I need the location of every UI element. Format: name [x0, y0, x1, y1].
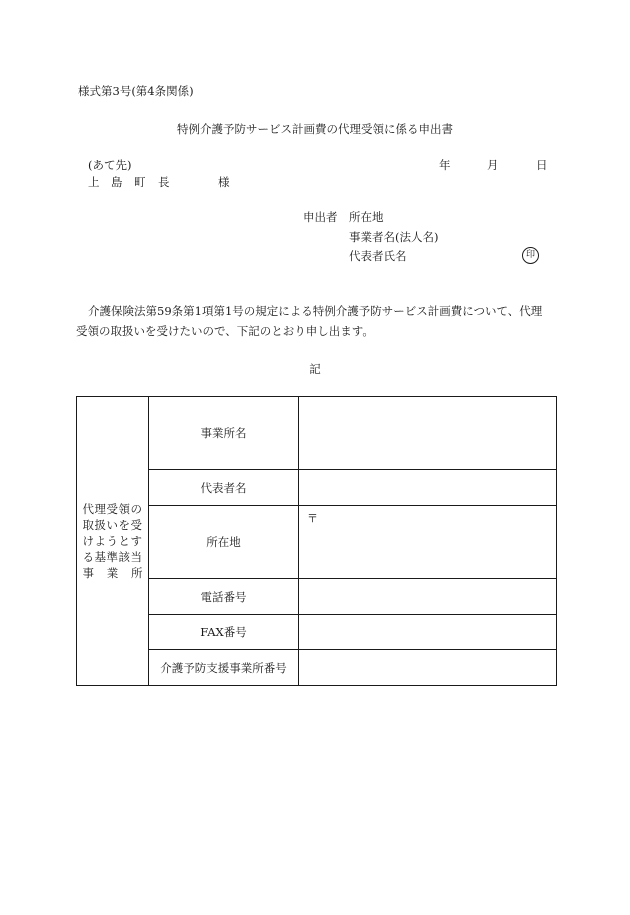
category-line: る基準該当 — [82, 550, 143, 564]
table-row — [77, 470, 557, 506]
table-row — [77, 579, 557, 615]
table-row — [77, 615, 557, 650]
body-text-line: 受領の取扱いを受けたいので、下記のとおり申し出ます。 — [76, 324, 374, 338]
row-label: 事業所名 — [149, 397, 299, 470]
row-label: 介護予防支援事業所番号 — [149, 650, 299, 686]
category-char: 業 — [106, 566, 119, 580]
row-label: 代表者名 — [149, 470, 299, 506]
document-title: 特例介護予防サービス計画費の代理受領に係る申出書 — [177, 122, 453, 136]
category-line: 取扱いを受 — [82, 518, 143, 532]
date-month-label: 月 — [487, 158, 499, 172]
category-line: けようとす — [82, 534, 143, 548]
table-row — [77, 650, 557, 686]
form-number: 様式第3号(第4条関係) — [78, 84, 194, 98]
postal-mark: 〒 — [307, 512, 318, 525]
addressee-char: 町 — [134, 175, 146, 189]
address-field[interactable] — [299, 506, 557, 579]
category-line — [83, 565, 143, 581]
table-row — [77, 506, 557, 579]
date-day-label: 日 — [536, 158, 548, 172]
applicant-representative-label: 代表者氏名 — [349, 249, 407, 263]
category-char: 所 — [131, 566, 143, 580]
category-cell — [77, 397, 149, 686]
body-text-line: 介護保険法第59条第1項第1号の規定による特例介護予防サービス計画費について、代理 — [88, 304, 543, 318]
office-name-field[interactable] — [299, 397, 557, 470]
category-line: 代理受領の — [82, 502, 143, 516]
fax-field[interactable] — [299, 615, 557, 650]
addressee-char: 島 — [111, 175, 123, 189]
row-label: 電話番号 — [149, 579, 299, 615]
date-year-label: 年 — [439, 158, 451, 172]
details-table — [76, 396, 557, 686]
row-label: 所在地 — [149, 506, 299, 579]
applicant-company-label: 事業者名(法人名) — [349, 230, 439, 244]
phone-field[interactable] — [299, 579, 557, 615]
addressee-label: (あて先) — [88, 158, 132, 172]
row-label: FAX番号 — [149, 615, 299, 650]
applicant-title: 申出者 — [303, 210, 338, 224]
table-row — [77, 397, 557, 470]
addressee-char: 上 — [88, 175, 100, 189]
seal-icon: 印 — [522, 247, 539, 264]
support-office-number-field[interactable] — [299, 650, 557, 686]
addressee-char: 長 — [158, 175, 170, 189]
addressee-honorific: 様 — [218, 175, 230, 189]
representative-name-field[interactable] — [299, 470, 557, 506]
category-char: 事 — [82, 566, 94, 580]
applicant-address-label: 所在地 — [349, 210, 384, 224]
ki-heading: 記 — [309, 362, 321, 376]
